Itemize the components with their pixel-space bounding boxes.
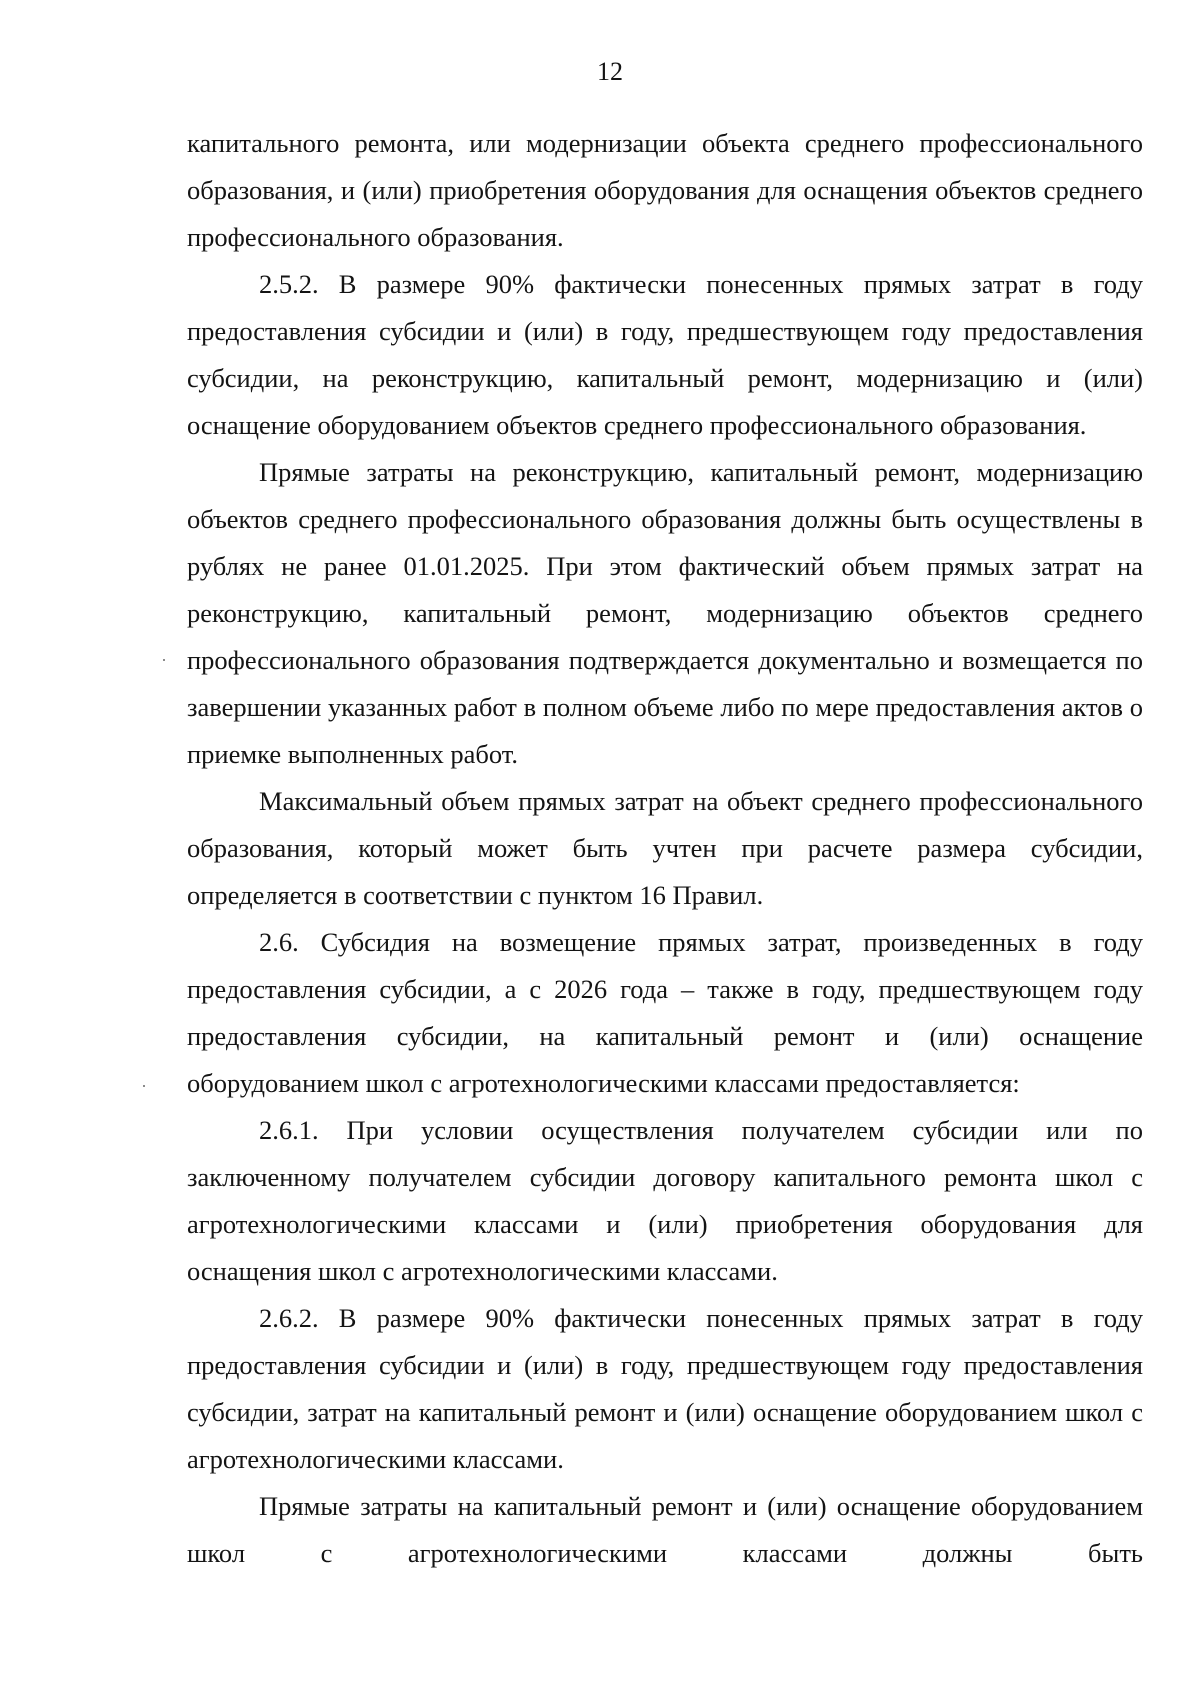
paragraph-2-6: 2.6. Субсидия на возмещение прямых затрат, произведенных в году предоставления субсидии, а с 2026 года – также в году, предшествующем году предоставления субсидии, на капитальный ремонт и (или) оснащение оборудованием школ с агротехнологическими классами предоставляется: bbox=[187, 927, 1143, 1098]
paragraph-2-6-2: 2.6.2. В размере 90% фактически понесенных прямых затрат в году предоставления субсидии и (или) в году, предшествующем году предоставления субсидии, затрат на капитальный ремонт и (или) оснащение оборудованием школ с агротехнологическими классами. bbox=[187, 1303, 1143, 1474]
paragraph-continuation: капитального ремонта, или модернизации объекта среднего профессионального образования, и (или) приобретения оборудования для оснащения объектов среднего профессионального образования. bbox=[187, 128, 1143, 252]
document-body bbox=[187, 120, 1143, 1577]
paragraph-direct-costs-schools: Прямые затраты на капитальный ремонт и (или) оснащение оборудованием школ с агротехнологическими классами должны быть bbox=[187, 1491, 1143, 1568]
paragraph-maximum-volume: Максимальный объем прямых затрат на объект среднего профессионального образования, который может быть учтен при расчете размера субсидии, определяется в соответствии с пунктом 16 Правил. bbox=[187, 786, 1143, 910]
paragraph-2-6-1: 2.6.1. При условии осуществления получателем субсидии или по заключенному получателем субсидии договору капитального ремонта школ с агротехнологическими классами и (или) приобретения оборудования для оснащения школ с агротехнологическими классами. bbox=[187, 1115, 1143, 1286]
scan-speck bbox=[163, 659, 165, 661]
page-number: 12 bbox=[597, 57, 623, 86]
paragraph-2-5-2: 2.5.2. В размере 90% фактически понесенных прямых затрат в году предоставления субсидии и (или) в году, предшествующем году предоставления субсидии, на реконструкцию, капитальный ремонт, модернизацию и (или) оснащение оборудованием объектов среднего профессионального образования. bbox=[187, 269, 1143, 440]
scan-speck bbox=[143, 1085, 145, 1087]
paragraph-direct-costs: Прямые затраты на реконструкцию, капитальный ремонт, модернизацию объектов среднего профессионального образования должны быть осуществлены в рублях не ранее 01.01.2025. При этом фактический объем прямых затрат на реконструкцию, капитальный ремонт, модернизацию объектов среднего профессионального образования подтверждается документально и возмещается по завершении указанных работ в полном объеме либо по мере предоставления актов о приемке выполненных работ. bbox=[187, 457, 1143, 769]
